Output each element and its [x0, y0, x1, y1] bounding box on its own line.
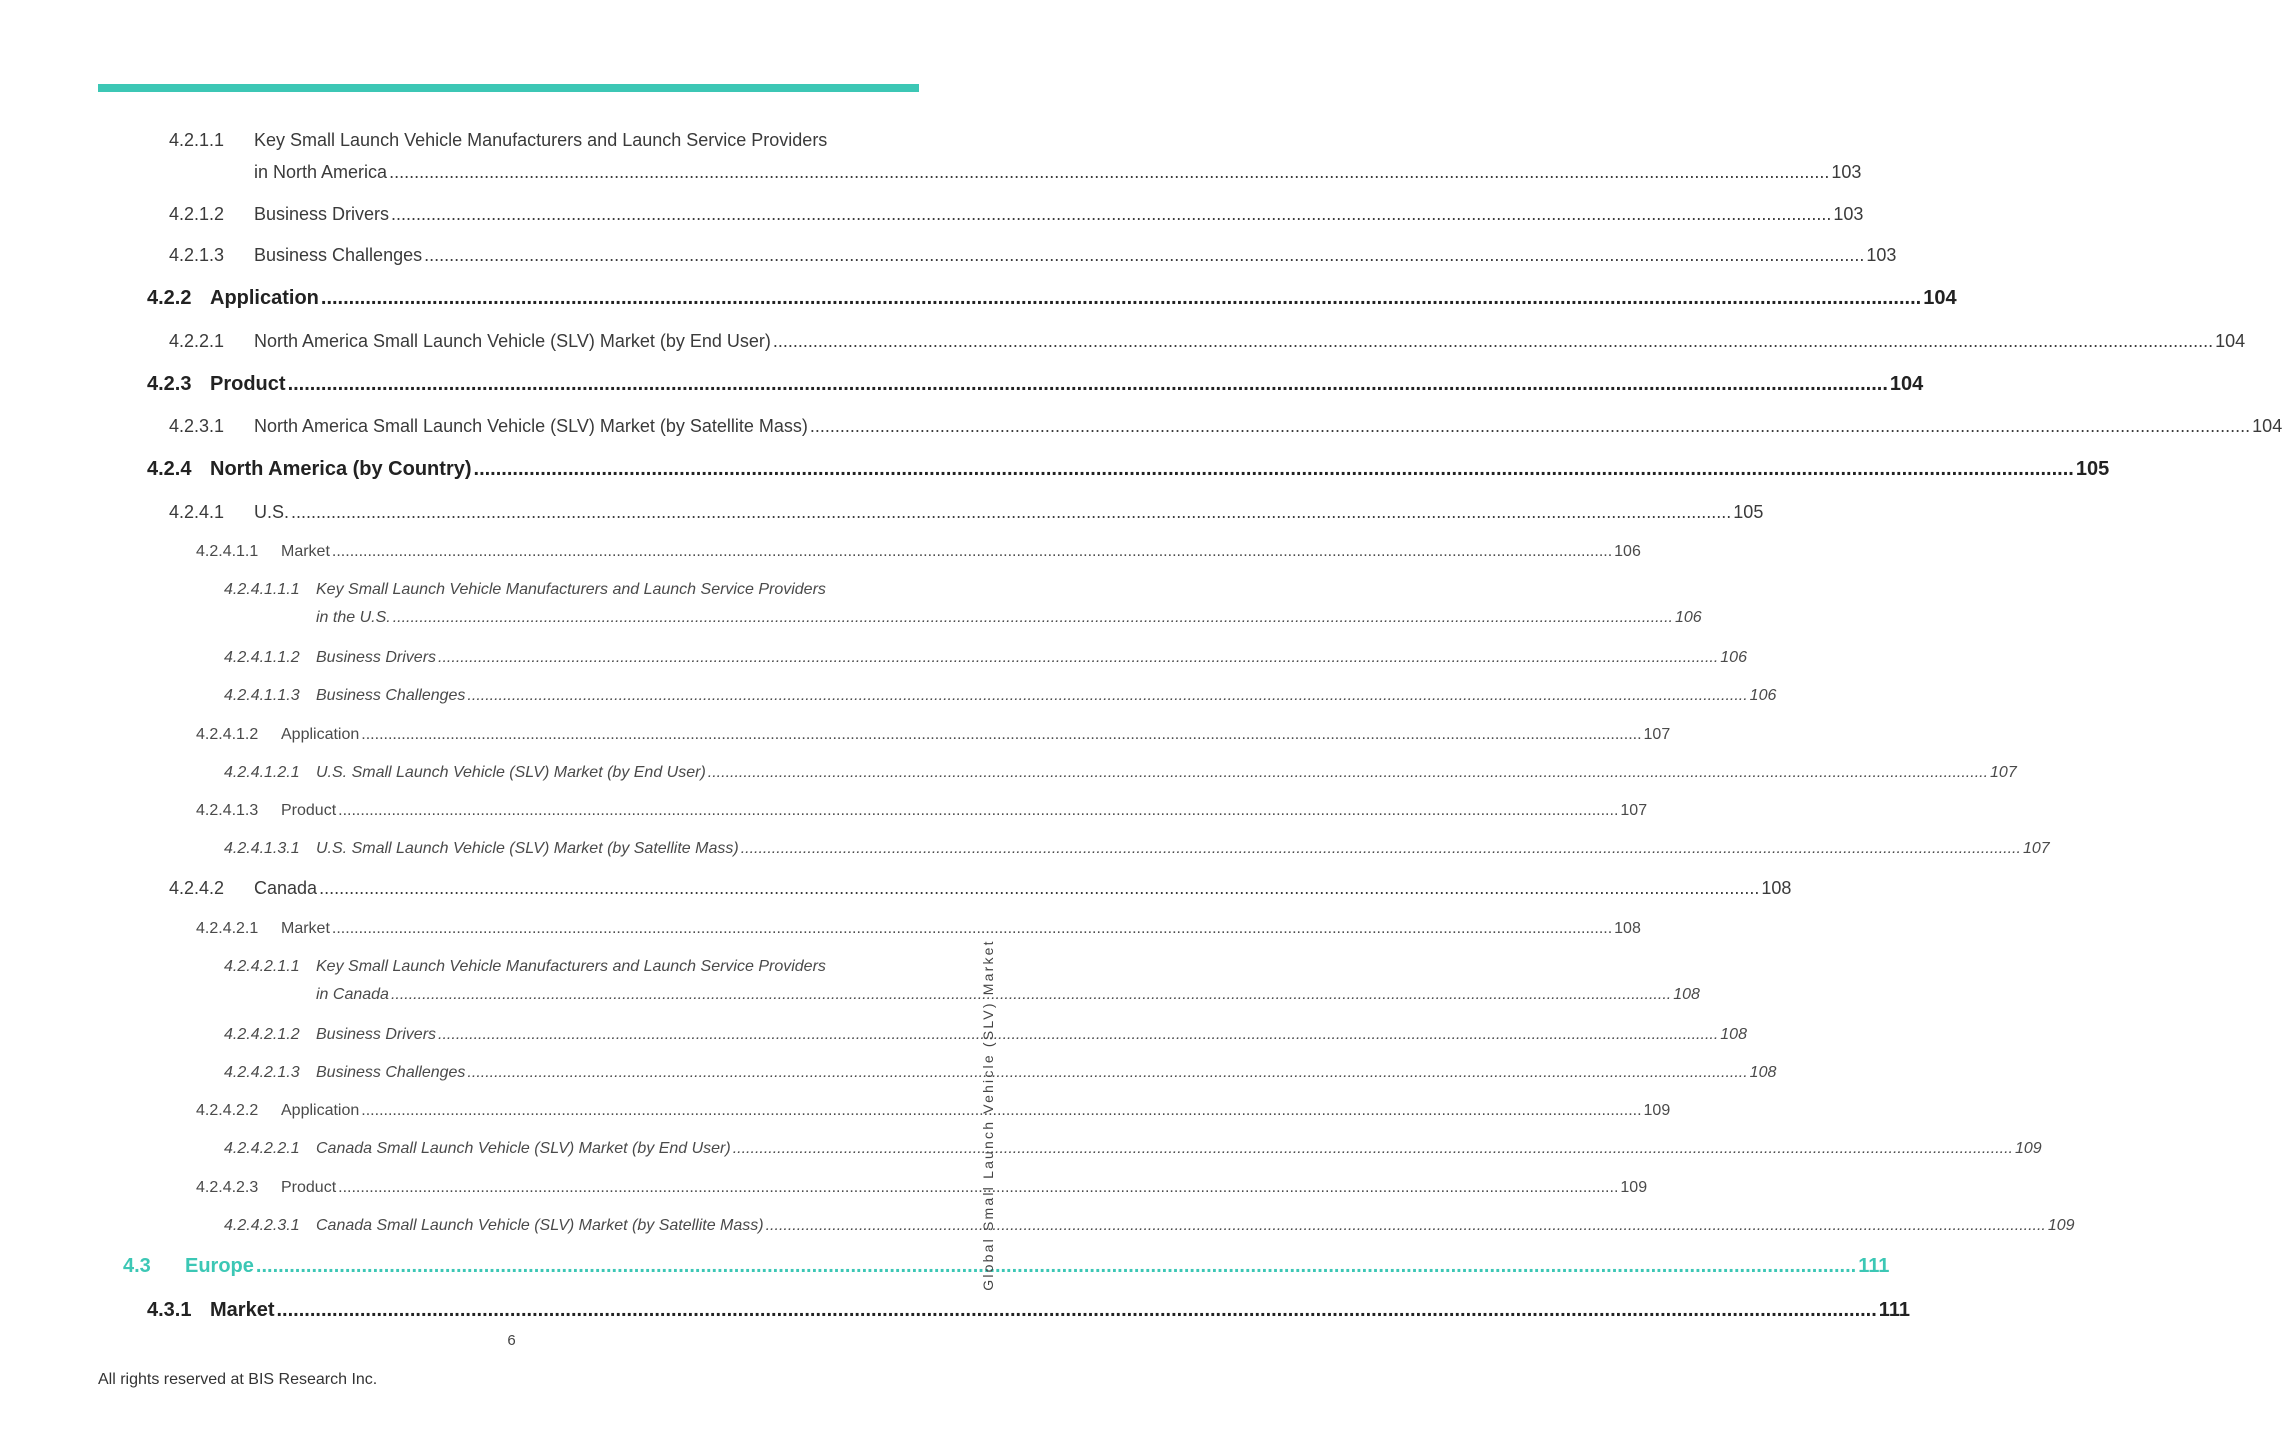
toc-entry-page: 107 — [1620, 802, 1648, 819]
toc-leader-dots — [288, 373, 1888, 396]
toc-entry-title: Product — [210, 373, 286, 395]
toc-entry[interactable] — [254, 162, 1862, 183]
toc-entry-title: Business Challenges — [316, 1064, 466, 1081]
toc-leader-dots — [474, 458, 2074, 481]
toc-leader-dots — [438, 1026, 1718, 1044]
toc-entry-number: 4.2.3.1 — [169, 416, 225, 436]
toc-entry-page: 109 — [1643, 1102, 1671, 1119]
toc-entry[interactable] — [196, 726, 1671, 744]
toc-leader-dots — [338, 802, 1618, 820]
toc-entry-title: Business Drivers — [316, 1026, 437, 1043]
toc-entry-title: in Canada — [316, 986, 389, 1003]
toc-entry-first-line — [169, 130, 827, 151]
toc-entry-number: 4.3 — [123, 1255, 151, 1277]
toc-entry-page: 106 — [1720, 649, 1747, 666]
toc-entry[interactable] — [196, 920, 1641, 938]
toc-entry-page: 107 — [1990, 764, 2017, 781]
toc-entry-number: 4.2.4.2.2 — [196, 1102, 259, 1119]
toc-entry-number: 4.2.4 — [147, 458, 192, 480]
toc-entry-page: 103 — [1833, 204, 1864, 224]
toc-entry-number: 4.2.4.1 — [169, 502, 225, 522]
toc-entry-page: 103 — [1866, 245, 1897, 265]
toc-entry-page: 104 — [1889, 373, 1924, 395]
toc-leader-dots — [332, 920, 1612, 938]
toc-leader-dots — [741, 840, 2021, 858]
toc-entry-page: 106 — [1674, 609, 1702, 626]
toc-entry-page: 108 — [1720, 1026, 1747, 1043]
toc-leader-dots — [391, 204, 1831, 225]
toc-leader-dots — [361, 1102, 1641, 1120]
toc-entry-page: 105 — [1733, 502, 1764, 522]
toc-entry[interactable] — [147, 458, 2110, 481]
toc-entry[interactable] — [224, 687, 1777, 705]
toc-entry-number: 4.2.2.1 — [169, 331, 225, 351]
toc-leader-dots — [256, 1255, 1856, 1278]
toc-entry-title-line1: Key Small Launch Vehicle Manufacturers and Launch Service Providers — [316, 581, 826, 598]
toc-entry[interactable] — [169, 245, 1897, 266]
toc-leader-dots — [389, 162, 1829, 183]
toc-entry[interactable] — [224, 649, 1747, 667]
toc-entry-page: 109 — [2014, 1140, 2042, 1157]
toc-entry-title: North America Small Launch Vehicle (SLV) Market (by Satellite Mass) — [254, 416, 808, 436]
toc-entry-title: U.S. — [254, 502, 290, 522]
toc-entry[interactable] — [196, 802, 1648, 820]
toc-entry-title: Application — [210, 287, 319, 309]
toc-leader-dots — [810, 416, 2250, 437]
toc-leader-dots — [424, 245, 1864, 266]
toc-entry-title: Market — [281, 920, 330, 937]
toc-entry-title: Canada Small Launch Vehicle (SLV) Market (by End User) — [316, 1140, 731, 1157]
toc-entry-title: U.S. Small Launch Vehicle (SLV) Market (by End User) — [316, 764, 706, 781]
toc-entry-title: North America (by Country) — [210, 458, 472, 480]
toc-entry-number: 4.2.4.1.2 — [196, 726, 259, 743]
toc-entry-number: 4.2.4.2.1.3 — [224, 1064, 300, 1081]
toc-entry-title: Business Drivers — [316, 649, 437, 666]
toc-entry-page: 105 — [2075, 458, 2110, 480]
toc-entry[interactable] — [169, 204, 1864, 225]
toc-entry[interactable] — [224, 1026, 1747, 1044]
toc-entry-number: 4.2.1.1 — [169, 130, 225, 150]
toc-leader-dots — [708, 764, 1988, 782]
toc-entry[interactable] — [169, 878, 1792, 899]
toc-leader-dots — [361, 726, 1641, 744]
toc-entry-number: 4.2.4.1.1.3 — [224, 687, 300, 704]
toc-entry-page: 106 — [1614, 543, 1641, 560]
toc-entry[interactable] — [147, 1299, 1910, 1322]
toc-entry-title: Product — [281, 802, 337, 819]
toc-entry-title: U.S. Small Launch Vehicle (SLV) Market (by Satellite Mass) — [316, 840, 739, 857]
toc-entry-title-line1: Key Small Launch Vehicle Manufacturers and Launch Service Providers — [254, 130, 828, 150]
toc-entry[interactable] — [169, 331, 2246, 352]
toc-entry-page: 104 — [1923, 287, 1957, 309]
toc-entry-title: Business Challenges — [254, 245, 423, 265]
toc-entry-number: 4.2.4.2.1.1 — [224, 958, 300, 975]
toc-entry-number: 4.2.4.2.3 — [196, 1179, 259, 1196]
toc-entry-page: 104 — [2252, 416, 2282, 436]
toc-entry-number: 4.2.3 — [147, 373, 192, 395]
footer-copyright: All rights reserved at BIS Research Inc. — [98, 1371, 378, 1388]
toc-leader-dots — [773, 331, 2213, 352]
toc-entry[interactable] — [196, 543, 1641, 561]
toc-entry-page: 108 — [1673, 986, 1700, 1003]
toc-entry[interactable] — [224, 1064, 1777, 1082]
toc-entry[interactable] — [316, 986, 1700, 1004]
toc-leader-dots — [467, 1064, 1747, 1082]
toc-entry[interactable] — [224, 840, 2050, 858]
toc-entry-number: 4.2.4.1.3.1 — [224, 840, 300, 857]
toc-entry-page: 111 — [1878, 1299, 1910, 1321]
toc-entry[interactable] — [316, 609, 1702, 627]
toc-entry-number: 4.2.4.1.2.1 — [224, 764, 300, 781]
toc-entry[interactable] — [224, 1217, 2075, 1235]
toc-entry-title: in North America — [254, 162, 388, 182]
toc-entry-page: 106 — [1749, 687, 1777, 704]
toc-entry[interactable] — [169, 416, 2282, 437]
toc-entry-page: 108 — [1761, 878, 1792, 898]
toc-entry[interactable] — [123, 1255, 1890, 1278]
toc-entry-first-line — [224, 581, 826, 599]
toc-entry-page: 107 — [2022, 840, 2050, 857]
toc-entry[interactable] — [169, 502, 1764, 523]
toc-entry-title: Business Drivers — [254, 204, 390, 224]
toc-entry-title: Europe — [185, 1255, 254, 1277]
toc-entry-number: 4.2.1.3 — [169, 245, 225, 265]
page-number: 6 — [507, 1332, 516, 1349]
toc-entry-number: 4.2.4.1.1.2 — [224, 649, 300, 666]
toc-entry-title-line1: Key Small Launch Vehicle Manufacturers and Launch Service Providers — [316, 958, 826, 975]
toc-leader-dots — [332, 543, 1612, 561]
toc-entry-number: 4.2.1.2 — [169, 204, 225, 224]
toc-entry-page: 107 — [1643, 726, 1671, 743]
toc-entry-number: 4.2.4.1.3 — [196, 802, 259, 819]
toc-entry[interactable] — [224, 764, 2017, 782]
toc-entry-number: 4.2.4.2.1 — [196, 920, 259, 937]
toc-entry-page: 109 — [1620, 1179, 1648, 1196]
toc-entry-number: 4.2.4.2.2.1 — [224, 1140, 300, 1157]
toc-leader-dots — [467, 687, 1747, 705]
toc-entry[interactable] — [196, 1102, 1671, 1120]
side-report-title: Global Small Launch Vehicle (SLV) Market — [980, 939, 996, 1291]
toc-leader-dots — [338, 1179, 1618, 1197]
toc-leader-dots — [733, 1140, 2013, 1158]
toc-entry[interactable] — [196, 1179, 1648, 1197]
toc-entry-number: 4.2.4.1.1.1 — [224, 581, 300, 598]
toc-entry-page: 109 — [2047, 1217, 2075, 1234]
toc-entry-page: 108 — [1749, 1064, 1777, 1081]
toc-leader-dots — [766, 1217, 2046, 1235]
toc-entry-title: Market — [281, 543, 330, 560]
toc-leader-dots — [391, 986, 1671, 1004]
toc-entry-number: 4.2.4.1.1 — [196, 543, 259, 560]
toc-entry-title: in the U.S. — [316, 609, 391, 626]
toc-entry-page: 111 — [1858, 1255, 1890, 1277]
toc-entry[interactable] — [224, 1140, 2042, 1158]
toc-leader-dots — [291, 502, 1731, 523]
toc-entry-page: 104 — [2215, 331, 2246, 351]
toc-entry-title: Business Challenges — [316, 687, 466, 704]
toc-entry-title: Market — [210, 1299, 275, 1321]
toc-entry-number: 4.2.4.2.1.2 — [224, 1026, 300, 1043]
toc-leader-dots — [438, 649, 1718, 667]
toc-entry-number: 4.2.4.2.3.1 — [224, 1217, 300, 1234]
toc-entry-title: Product — [281, 1179, 337, 1196]
toc-entry-number: 4.2.4.2 — [169, 878, 225, 898]
toc-entry-title: Canada Small Launch Vehicle (SLV) Market (by Satellite Mass) — [316, 1217, 764, 1234]
toc-entry-title: North America Small Launch Vehicle (SLV) Market (by End User) — [254, 331, 771, 351]
toc-entry-first-line — [224, 958, 826, 976]
toc-entry-number: 4.3.1 — [147, 1299, 192, 1321]
toc-leader-dots — [321, 287, 1921, 310]
toc-leader-dots — [393, 609, 1673, 627]
toc-entry-number: 4.2.2 — [147, 287, 192, 309]
toc-entry-page: 103 — [1831, 162, 1862, 182]
toc-entry-page: 108 — [1614, 920, 1641, 937]
toc-leader-dots — [276, 1299, 1876, 1322]
toc-entry[interactable] — [147, 287, 1957, 310]
toc-entry[interactable] — [147, 373, 1924, 396]
toc-leader-dots — [319, 878, 1759, 899]
toc-entry-title: Application — [281, 726, 360, 743]
toc-entry-title: Application — [281, 1102, 360, 1119]
toc-entry-title: Canada — [254, 878, 318, 898]
